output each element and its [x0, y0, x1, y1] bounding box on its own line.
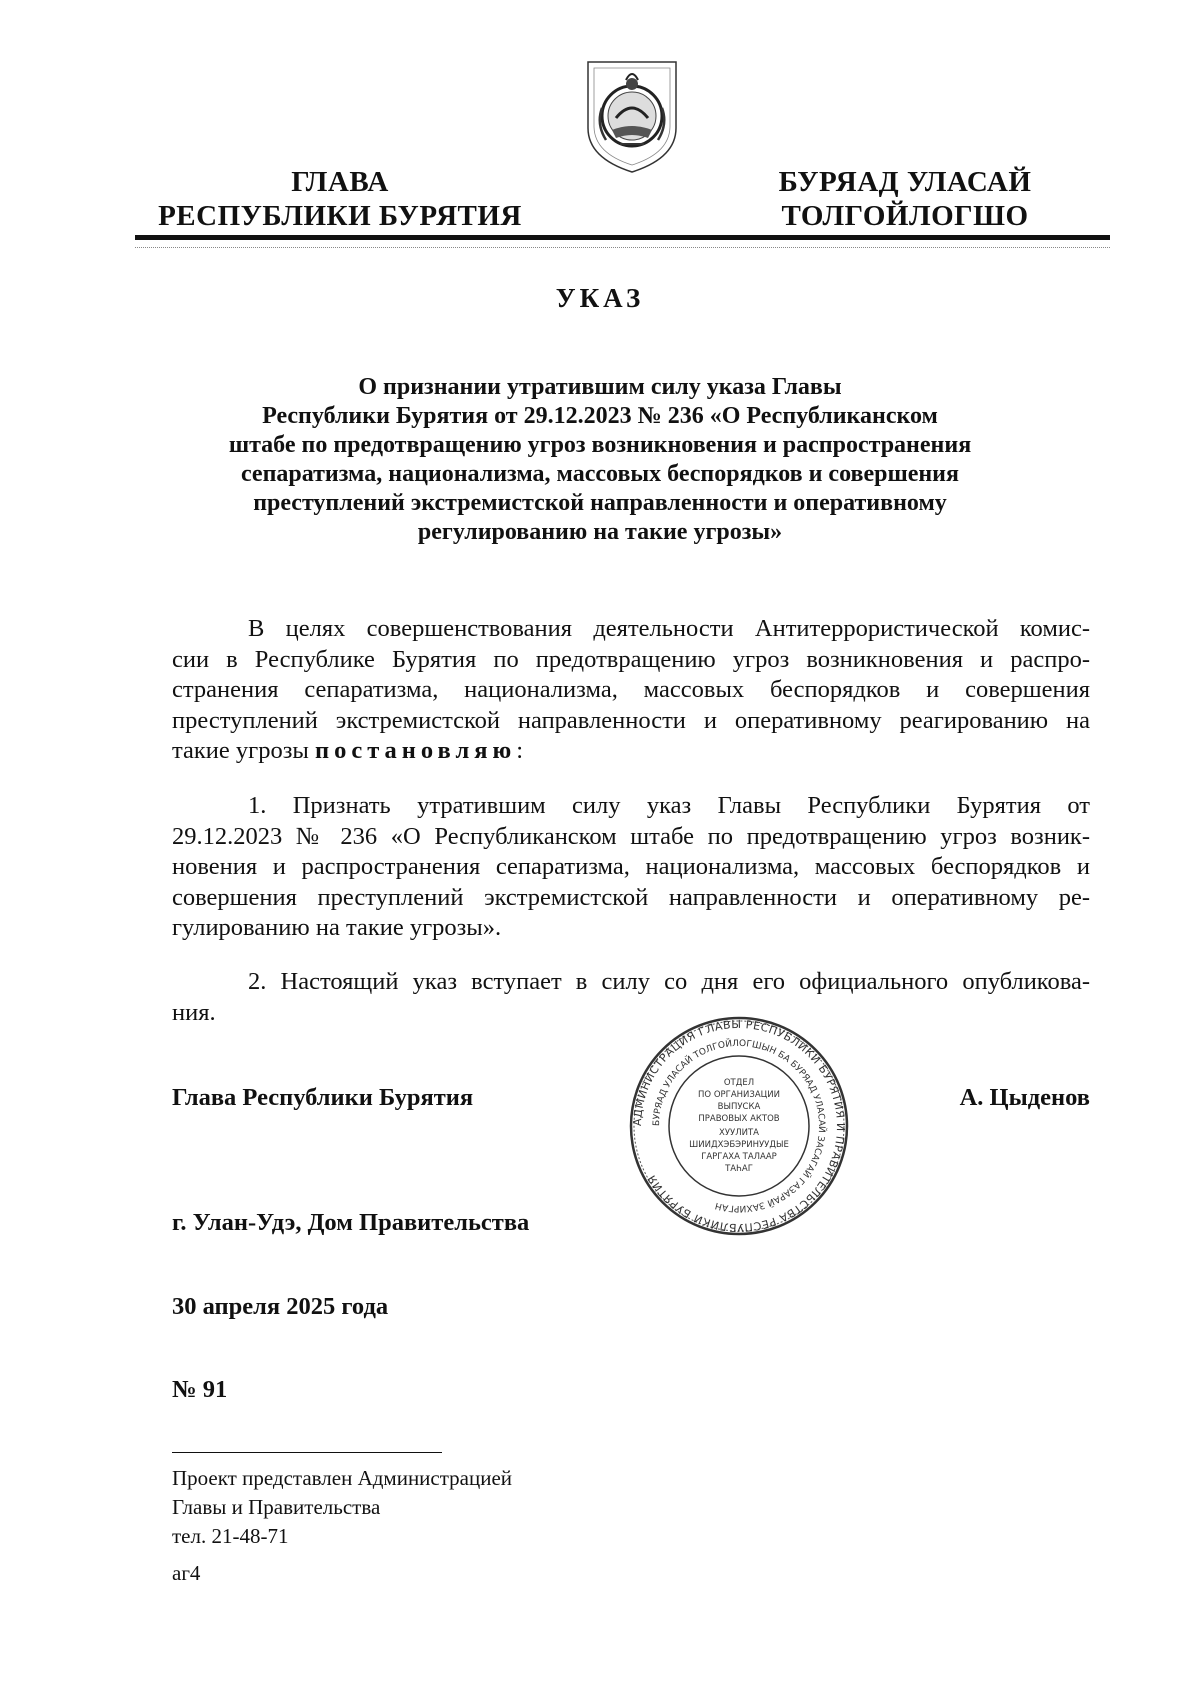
item-1-line: совершения преступлений экстремистской направленности и оперативному ре-: [172, 883, 1090, 911]
item-1-line: гулированию на такие угрозы».: [172, 914, 502, 941]
footer-line: аг4: [172, 1561, 201, 1585]
signatory-name: А. Цыденов: [959, 1084, 1090, 1111]
footer-rule: [172, 1452, 442, 1453]
item-2-line: 2. Настоящий указ вступает в силу со дня его официального опубликова-: [248, 968, 1090, 995]
header-left-line2: РЕСПУБЛИКИ БУРЯТИЯ: [158, 200, 522, 232]
item-1-line: новения и распространения сепаратизма, национализма, массовых беспорядков и: [172, 853, 1090, 880]
coat-of-arms-emblem: [582, 58, 682, 176]
preamble-line: сии в Республике Бурятия по предотвращению угроз возникновения и распро-: [172, 645, 1090, 673]
item-1-paragraph: [172, 791, 1090, 944]
subject-line: преступлений экстремистской направленности и оперативному: [253, 490, 947, 516]
stamp-center-line: ХУУЛИТА: [719, 1128, 759, 1138]
stamp-center-line: ОТДЕЛ: [723, 1078, 755, 1088]
stamp-inner-text: БУРЯАД УЛАСАЙ ТОЛГОЙЛОГШЫН БА БУРЯАД УЛАСАЙ ЗАСАГАЙ ГАЗАРАЙ ЗАХИРГАН: [651, 1038, 827, 1214]
item-1-line: 1. Признать утратившим силу указ Главы Республики Бурятия от: [248, 792, 1090, 819]
decree-word: постановляю: [314, 737, 517, 764]
stamp-center-line: ПО ОРГАНИЗАЦИИ: [698, 1090, 780, 1100]
footer-line: Проект представлен Администрацией: [172, 1466, 513, 1490]
stamp-center-line: ПРАВОВЫХ АКТОВ: [698, 1114, 780, 1124]
header-right-line2: ТОЛГОЙЛОГШО: [781, 200, 1029, 232]
item-1-line: 29.12.2023 № 236 «О Республиканском штабе по предотвращению угроз возник-: [172, 822, 1090, 850]
document-subject: [170, 373, 1030, 547]
preamble-line: В целях совершенствования деятельности Антитеррористической комис-: [248, 615, 1090, 642]
stamp-outer-text: АДМИНИСТРАЦИЯ ГЛАВЫ РЕСПУБЛИКИ БУРЯТИЯ И ПРАВИТЕЛЬСТВА РЕСПУБЛИКИ БУРЯТИЯ: [630, 1017, 848, 1235]
header-right: [725, 165, 1085, 233]
footer-line: тел. 21-48-71: [172, 1524, 289, 1548]
document-title: УКАЗ: [555, 283, 645, 313]
preamble-paragraph: [172, 614, 1090, 767]
official-stamp: [628, 1015, 850, 1237]
item-2-line: ния.: [172, 998, 216, 1026]
stamp-center-line: ГАРГАХА ТАЛААР: [701, 1152, 777, 1162]
issue-place: г. Улан-Удэ, Дом Правительства: [172, 1209, 530, 1236]
subject-line: О признании утратившим силу указа Главы: [358, 374, 842, 400]
preamble-last-prefix: такие угрозы: [172, 737, 315, 764]
header-right-line1: БУРЯАД УЛАСАЙ: [778, 166, 1032, 198]
preamble-line: странения сепаратизма, национализма, массовых беспорядков и совершения: [172, 676, 1090, 703]
header-left-line1: ГЛАВА: [291, 166, 389, 198]
subject-line: сепаратизма, национализма, массовых беспорядков и совершения: [240, 461, 959, 487]
signatory-position: Глава Республики Бурятия: [172, 1084, 474, 1111]
preamble-last-line: [172, 736, 1090, 767]
document-number: № 91: [172, 1376, 228, 1403]
footer-note: [172, 1464, 512, 1588]
footer-line: Главы и Правительства: [172, 1495, 381, 1519]
subject-line: штабе по предотвращению угроз возникновения и распространения: [228, 432, 972, 458]
stamp-center-line: ТАҺАГ: [725, 1164, 753, 1174]
preamble-last-suffix: :: [516, 737, 523, 764]
header-left: [150, 165, 530, 233]
stamp-center-line: ВЫПУСКА: [717, 1102, 761, 1112]
subject-line: Республики Бурятия от 29.12.2023 № 236 «О Республиканском: [262, 403, 938, 429]
issue-date: 30 апреля 2025 года: [172, 1293, 389, 1320]
subject-line: регулированию на такие угрозы»: [417, 519, 783, 545]
preamble-line: преступлений экстремистской направленности и оперативному реагированию на: [172, 706, 1090, 734]
stamp-center-line: ШИИДХЭБЭРИНУУДЫЕ: [689, 1140, 789, 1150]
header-rule: [135, 235, 1110, 240]
header-rule-thin: [135, 247, 1110, 248]
